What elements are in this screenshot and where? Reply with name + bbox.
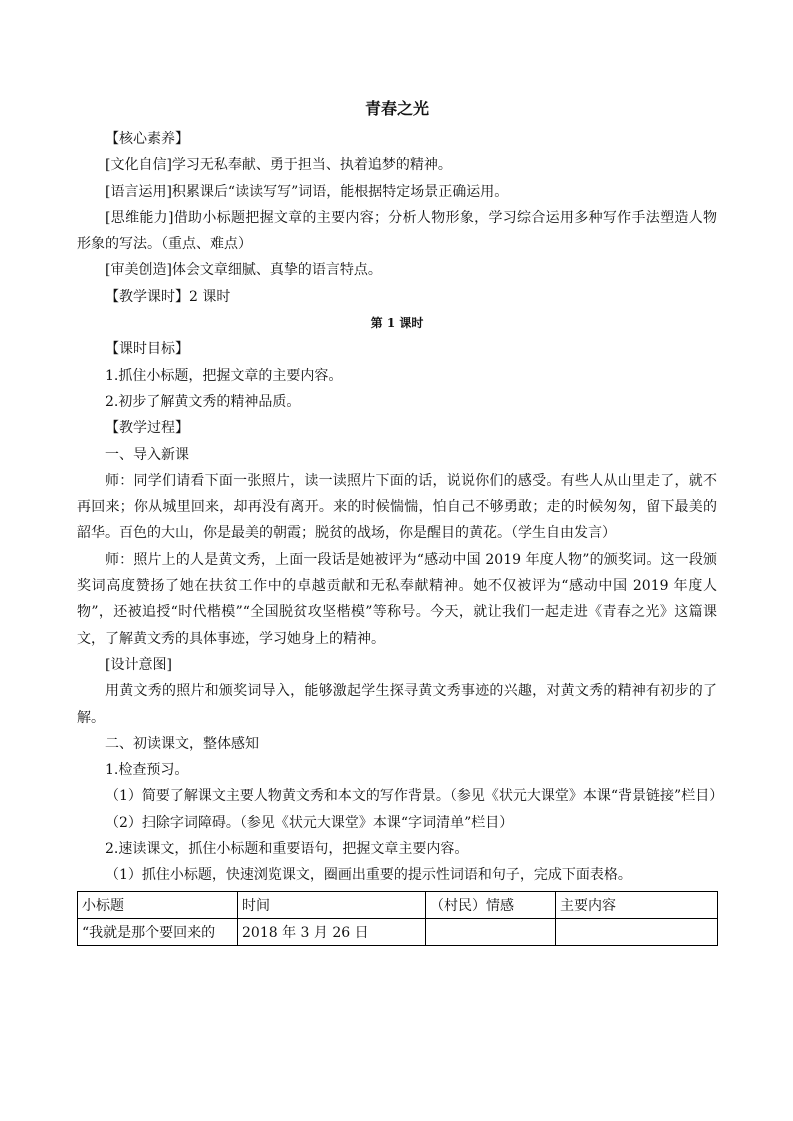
- document-page: [77, 96, 724, 946]
- table-row: [78, 918, 718, 945]
- paragraph: 【核心素养】: [105, 131, 189, 147]
- table-header-cell: 时间: [238, 891, 426, 918]
- paragraph: 师：同学们请看下面一张照片，读一读照片下面的话，说说你们的感受。有些人从山里走了，就不再回来；你从城里回来，却再没有离开。来的时候惴惴，怕自己不够勇敢；走的时候匆匆，留下最美的韶华。百色的大山，你是最美的朝霞；脱贫的战场，你是醒目的黄花。（学生自由发言）: [77, 472, 717, 542]
- content-table: [77, 891, 718, 946]
- table-cell: [426, 918, 556, 945]
- document-title: 青春之光: [364, 99, 429, 118]
- paragraph: 师：照片上的人是黄文秀，上面一段话是她被评为“感动中国 2019 年度人物”的颁奖词。这一段颁奖词高度赞扬了她在扶贫工作中的卓越贡献和无私奉献精神。她不仅被评为“感动中国 2019 年度人物”，还被追授“时代楷模”“全国脱贫攻坚楷模”等称号。今天，就让我们一起走进《青春之光》这篇课文，了解黄文秀的具体事迹，学习她身上的精神。: [77, 551, 717, 647]
- table-cell: “我就是那个要回来的: [78, 918, 238, 945]
- core-literacy-section: [77, 126, 717, 310]
- table-cell: [556, 918, 718, 945]
- paragraph: [设计意图]: [105, 656, 172, 673]
- table-header-row: [78, 891, 718, 918]
- paragraph: 1.抓住小标题，把握文章的主要内容。: [105, 367, 343, 384]
- paragraph: 【教学课时】2 课时: [105, 288, 231, 305]
- lesson-body: [77, 336, 724, 888]
- lesson-subtitle: 第 1 课时: [370, 316, 424, 331]
- paragraph: [思维能力]借助小标题把握文章的主要内容；分析人物形象，学习综合运用多种写作手法塑造人物形象的写法。（重点、难点）: [77, 209, 717, 253]
- paragraph: 用黄文秀的照片和颁奖词导入，能够激起学生探寻黄文秀事迹的兴趣，对黄文秀的精神有初步的了解。: [77, 683, 717, 726]
- table-header-cell: 小标题: [78, 891, 238, 918]
- paragraph: 【课时目标】: [105, 341, 189, 358]
- paragraph: 二、初读课文，整体感知: [105, 735, 259, 752]
- paragraph: [审美创造]体会文章细腻、真挚的语言特点。: [105, 262, 382, 279]
- table-cell: 2018 年 3 月 26 日: [238, 918, 426, 945]
- paragraph: （1）简要了解课文主要人物黄文秀和本文的写作背景。（参见《状元大课堂》本课“背景链接”栏目）: [105, 788, 724, 805]
- paragraph: 【教学过程】: [105, 420, 189, 437]
- paragraph: （1）抓住小标题，快速浏览课文，圈画出重要的提示性词语和句子，完成下面表格。: [105, 867, 632, 884]
- paragraph: [语言运用]积累课后“读读写写”词语，能根据特定场景正确运用。: [105, 183, 509, 200]
- paragraph: 1.检查预习。: [105, 762, 189, 779]
- paragraph: 2.初步了解黄文秀的精神品质。: [105, 393, 301, 410]
- paragraph: [文化自信]学习无私奉献、勇于担当、执着追梦的精神。: [105, 157, 452, 174]
- table-header-cell: （村民）情感: [426, 891, 556, 918]
- table-header-cell: 主要内容: [556, 891, 718, 918]
- paragraph: 2.速读课文，抓住小标题和重要语句，把握文章主要内容。: [105, 841, 469, 858]
- paragraph: 一、导入新课: [105, 446, 189, 463]
- paragraph: （2）扫除字词障碍。（参见《状元大课堂》本课“字词清单”栏目）: [105, 814, 514, 831]
